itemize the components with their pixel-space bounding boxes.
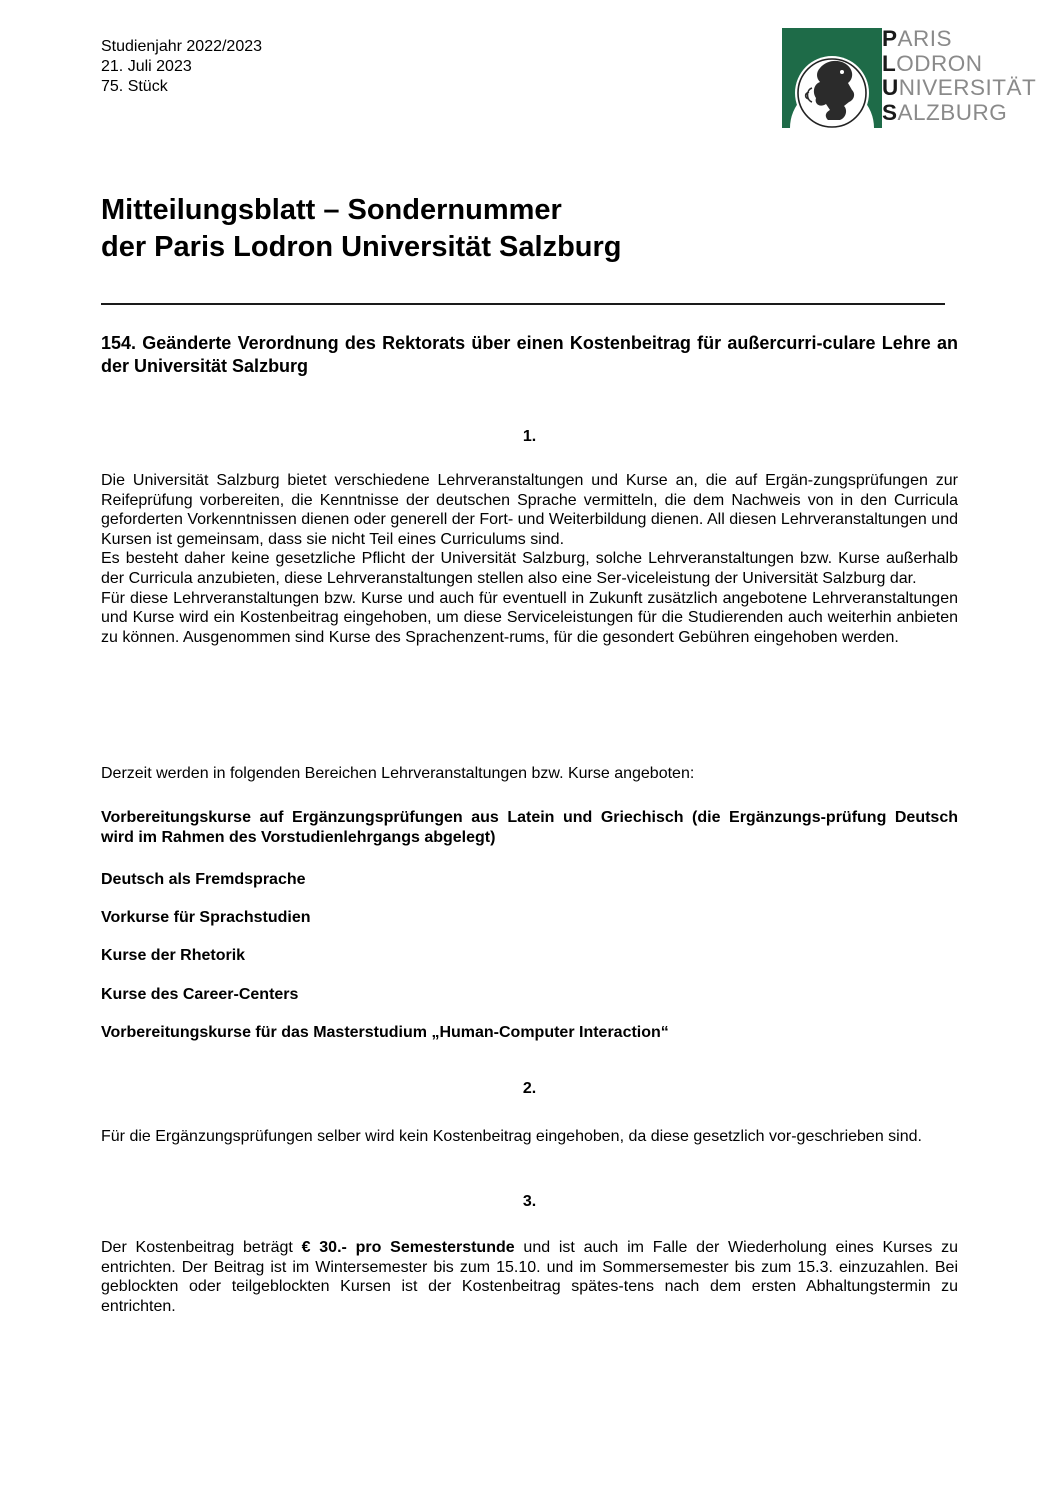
logo-word-lodron: LODRON <box>882 50 983 76</box>
university-logo <box>782 26 1037 128</box>
section-1-paragraph: Die Universität Salzburg bietet verschiedene Lehrveranstaltungen und Kurse an, die auf Ergän-zungsprüfungen zur Reifeprüfung vorbereiten, die Kenntnisse der deutschen Sprache vermitteln, die dem Nachweis von in den Curricula geforderten Vorkenntnissen dienen oder generell der Fort- und Weiterbildung dienen. All diesen Lehrveranstaltungen und Kursen ist gemeinsam, dass sie nicht Teil eines Curriculums sind. <box>101 472 958 548</box>
section-2-body: Für die Ergänzungsprüfungen selber wird kein Kostenbeitrag eingehoben, da diese gesetzlich vor-geschrieben sind. <box>101 1128 922 1145</box>
title-divider <box>101 303 945 305</box>
section-number-2: 2. <box>522 1080 537 1097</box>
section-3-body: Der Kostenbeitrag beträgt € 30.- pro Semesterstunde und ist auch im Falle der Wiederholung eines Kurses zu entrichten. Der Beitrag ist im Wintersemester bis zum 15.10. und im Sommersemester bis zum 15.3. einzuzahlen. Bei geblockten oder teilgeblockten Kursen ist der Kostenbeitrag spätes-tens nach dem ersten Abhaltungstermin zu entrichten. <box>101 1239 959 1315</box>
logo-word-salzburg: SALZBURG <box>882 99 1008 125</box>
section-1-body <box>101 471 958 647</box>
logo-word-paris: PARIS <box>882 26 953 51</box>
issue-meta <box>101 37 262 97</box>
title-line-2: der Paris Lodron Universität Salzburg <box>101 231 622 263</box>
issue-number: 75. Stück <box>101 78 168 95</box>
section-1-paragraph: Für diese Lehrveranstaltungen bzw. Kurse und auch für eventuell in Zukunft zusätzlich angebotene Lehrveranstaltungen und Kurse wird ein Kostenbeitrag eingehoben, um diese Serviceleistungen für die Studierenden auch weiterhin anbieten zu können. Ausgenommen sind Kurse des Sprachenzent-rums, für die gesondert Gebühren eingehoben werden. <box>101 589 958 646</box>
logo-wordmark <box>882 27 1036 125</box>
lion-seal-icon <box>782 28 882 128</box>
issue-date: 21. Juli 2023 <box>101 58 192 75</box>
academic-year: Studienjahr 2022/2023 <box>101 38 263 55</box>
title-line-1: Mitteilungsblatt – Sondernummer <box>101 194 562 226</box>
page-title <box>101 192 901 266</box>
fee-amount: € 30.- pro Semesterstunde <box>301 1239 515 1256</box>
area-item: Vorbereitungskurse auf Ergänzungsprüfungen aus Latein und Griechisch (die Ergänzungs-prüfung Deutsch wird im Rahmen des Vorstudienlehrgangs abgelegt) <box>101 809 958 846</box>
area-item: Vorbereitungskurse für das Masterstudium „Human-Computer Interaction“ <box>101 1024 669 1041</box>
section-number-1: 1. <box>522 428 537 445</box>
area-item: Vorkurse für Sprachstudien <box>101 909 311 926</box>
section-number-3: 3. <box>522 1193 537 1210</box>
area-item: Deutsch als Fremdsprache <box>101 871 306 888</box>
section-1-paragraph: Es besteht daher keine gesetzliche Pflicht der Universität Salzburg, solche Lehrveranstaltungen bzw. Kurse außerhalb der Curricula anzubieten, diese Lehrveranstaltungen stellen also eine Ser-viceleistung der Universität Salzburg dar. <box>101 550 958 587</box>
area-item: Kurse der Rhetorik <box>101 947 246 964</box>
logo-word-universitaet: UNIVERSITÄT <box>882 75 1037 100</box>
area-item: Kurse des Career-Centers <box>101 986 299 1003</box>
regulation-heading: 154. Geänderte Verordnung des Rektorats über einen Kostenbeitrag für außercurri-culare Lehre an der Universität Salzburg <box>101 333 958 376</box>
areas-intro: Derzeit werden in folgenden Bereichen Lehrveranstaltungen bzw. Kurse angeboten: <box>101 765 695 782</box>
